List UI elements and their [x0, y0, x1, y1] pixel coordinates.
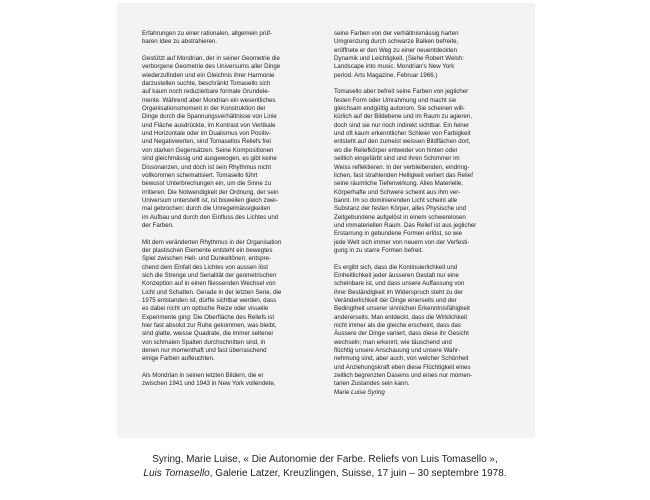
text-line: festen Form oder Umrahmung und macht sie	[334, 96, 457, 104]
text-line: seine räumliche Tiefenwirkung. Alles Materielle,	[334, 180, 464, 188]
text-line: Universum unterstellt ist, ist bisweilen gleich zwei-	[142, 196, 278, 204]
text-line: scheinbare ist, und dass unsere Auffassung von	[334, 280, 465, 288]
text-line: Landscape into music. Mondrian's New York	[334, 63, 455, 71]
text-line: 1975 entstanden ist, dürfte sichtbar werden, dass	[142, 297, 277, 304]
paragraph	[334, 264, 512, 398]
text-line: auf kaum noch reduzierbare formale Grundele-	[142, 88, 270, 96]
paragraph	[142, 30, 320, 47]
text-line: Umgrenzung durch schwarze Balken befreite,	[334, 38, 459, 46]
text-line: Dinge durch die Spannungsverhältnisse von Linie	[142, 113, 277, 121]
text-line: Körperhafte und Schwere scheint aus ihm ver-	[334, 188, 461, 196]
text-line: wiederzufinden und ein Gleichnis ihrer Harmonie	[142, 71, 275, 79]
caption-details: , Galerie Latzer, Kreuzlingen, Suisse, 17 juin – 30 septembre 1978.	[209, 468, 507, 479]
text-line: und oft kaum erkenntlicher Schleier von Farbigkeit	[334, 130, 471, 138]
closing-line	[334, 380, 512, 397]
text-line: von schmalen Spalten durchschnitten sind, in	[142, 338, 266, 346]
text-line: einige Farben aufleuchten.	[142, 355, 215, 363]
text-line: baren Idee zu abstrahieren.	[142, 38, 218, 46]
paragraph	[142, 55, 320, 230]
text-line: darzustellen suchte, beschränkt Tomasello sich	[142, 80, 271, 88]
text-line: verborgene Geometrie des Universums aller Dinge	[142, 63, 281, 71]
text-line: gung in zu starre Formen befreit.	[334, 246, 424, 254]
text-line: Erfahrungen zu einer rationalen, allgemein prüf-	[142, 30, 273, 37]
text-line: es dabei nicht um optische Reize oder visuelle	[142, 305, 269, 313]
text-line: Gestützt auf Mondrian, der in seiner Geometrie die	[142, 55, 280, 63]
caption-line-1: Syring, Marie Luise, « Die Autonomie der Farbe. Reliefs von Luis Tomasello »,	[152, 454, 498, 465]
paragraph	[334, 88, 512, 255]
text-line: denen nur momenthaft und fast überraschend	[142, 347, 267, 355]
text-line: im Aufbau und durch den Einfluss des Lichtes und	[142, 213, 279, 221]
text-line: doch sind sie nur noch indirekt sichtbar. Ein feiner	[334, 121, 470, 129]
left-column	[142, 30, 320, 397]
text-line: nicht immer als die gleiche erscheint, dass das	[334, 322, 461, 330]
text-line: Spiel zwischen Hell- und Dunkeltönen; entspre-	[142, 255, 272, 263]
text-line: der plastischen Elemente entsteht ein bewegtes	[142, 246, 273, 254]
text-line: seine Farben von der verhältnismässig harten	[334, 30, 459, 37]
text-line: Zeitgebundene aufgelöst in einem schwerelosen	[334, 213, 466, 221]
text-line: flüchtig unsere Anschauung und unsere Wahr-	[334, 347, 461, 355]
text-line: Erstarrung in gebundene Formen erlöst, so wie	[334, 230, 462, 238]
text-line: der Farben.	[142, 221, 174, 229]
text-line: period. Arts Magazine, Februar 1966.)	[334, 71, 438, 79]
text-line: vollkommen schematisiert. Tomasello führt	[142, 171, 258, 179]
text-line: chend dem Einfall des Lichtes von aussen löst	[142, 263, 268, 271]
text-line: Experimente ging: Die Oberfläche des Reliefs ist	[142, 313, 275, 321]
text-line: nehmung sind, aber auch, von welcher Schönheit	[334, 355, 469, 363]
text-line: zwischen 1941 und 1943 in New York vollendete,	[142, 380, 276, 388]
text-line: Tomasello aber befreit seine Farben von jeglicher	[334, 88, 469, 96]
text-line: sich die Strenge und Serialität der geometrischen	[142, 271, 277, 279]
text-line: wo die Reliefkörper entweder von hinten oder	[334, 146, 458, 154]
text-line: und Negativwerten, sind Tomasellos Reliefs frei	[142, 138, 271, 146]
text-line: Als Mondrian in seinen letzten Bildern, die er	[142, 372, 264, 380]
caption-line-2	[0, 467, 650, 481]
text-line: bannt. Im so dominierenden Licht scheint alle	[334, 196, 458, 204]
text-line: eröffnete er den Weg zu einer neuentdeckten	[334, 46, 458, 54]
text-line: mal gebrochen: durch die Unregelmässigkeiten	[142, 205, 271, 213]
author-signature: Marie Luise Syring	[334, 388, 385, 396]
text-line: sind glatte, weisse Quadrate, die immer seltener	[142, 330, 274, 338]
caption	[0, 453, 650, 481]
text-line: ihrer Beständigkeit im Widerspruch steht zu der	[334, 288, 464, 296]
text-line: Dynamik und Leichtigkeit. (Siehe Robert Welsh:	[334, 55, 464, 63]
text-line: Licht und Schatten. Gerade in der letzten Serie, die	[142, 288, 282, 296]
text-line: Konzeption auf in einen fliessenden Wechsel von	[142, 280, 276, 288]
text-line: Es ergibt sich, dass die Kontinuierlichkeit und	[334, 263, 458, 271]
text-line: andererseits. Man entdeckt, dass die Wirklichkeit	[334, 313, 468, 321]
text-line: lichen, fast strahlenden Helligkeit verliert das Relief	[334, 171, 473, 179]
text-line: Substanz der festen Körper, alles Physische und	[334, 205, 467, 213]
text-line: hier fast absolut zur Ruhe gekommen, was bleibt,	[142, 322, 277, 330]
text-line: Dissonanzen, und doch ist sein Rhythmus nicht	[142, 163, 272, 171]
paragraph	[142, 239, 320, 364]
text-line: Äussere der Dinge variiert, dass diese ihr Gesicht	[334, 330, 469, 338]
text-line: und Horizontale oder im Dualismus von Positiv-	[142, 130, 272, 138]
caption-title: Luis Tomasello	[143, 468, 210, 479]
paragraph	[334, 30, 512, 80]
text-line: und Anziehungskraft eben diese Flüchtigkeit eines	[334, 363, 471, 371]
text-line: Veränderlichkeit der Dinge einerseits und der	[334, 297, 457, 304]
text-line: wechseln; man erkennt, wie täuschend und	[334, 338, 452, 346]
text-line: Einheitlichkeit jeder äusseren Gestalt nur eine	[334, 271, 459, 279]
text-line: seitlich eingefärbt sind und ihren Schimmer im	[334, 155, 460, 163]
text-line: Weiss reflektieren. In der verbleibenden, eindring-	[334, 163, 470, 171]
text-line: Mit dem veränderten Rhythmus in der Organisation	[142, 238, 282, 246]
text-line: jede Welt sich immer von neuem von der Verfesti-	[334, 238, 470, 246]
text-line: Bedingtheit unserer sinnlichen Erkenntnisfähigkeit	[334, 305, 470, 313]
text-line: entsteht auf den zumeist weissen Bildflächen dort,	[334, 138, 471, 146]
text-line: irritieren. Die Notwendigkeit der Ordnung, der sein	[142, 188, 279, 196]
text-line: gleichsam endgültig autonom. Sie scheinen will-	[334, 105, 465, 113]
paragraph	[142, 372, 320, 389]
text-line: sind gleichmässig und ausgewogen, es gibt keine	[142, 155, 277, 163]
scanned-page	[118, 4, 534, 437]
text-line: kürlich auf der Bildebene und im Raum zu agieren,	[334, 113, 472, 121]
text-line: tanen Zustandes sein kann.	[334, 380, 410, 388]
right-column	[334, 30, 512, 405]
text-line: zeitlich begrenzten Daseins und eines nur momen-	[334, 372, 473, 380]
text-line: von starken Gegensätzen. Seine Kompositionen	[142, 146, 274, 154]
text-line: mente. Während aber Mondrian ein wesentliches	[142, 96, 276, 104]
text-line: und immateriellen Raum. Das Relief ist aus jeglicher	[334, 221, 477, 229]
text-line: und Fläche ausdrückte, im Kontrast von Vertikale	[142, 121, 276, 129]
text-line: Organisationsmoment in der Konstruktion der	[142, 105, 266, 113]
text-line: bewusst Unterbrechungen ein, um die Sinne zu	[142, 180, 272, 188]
